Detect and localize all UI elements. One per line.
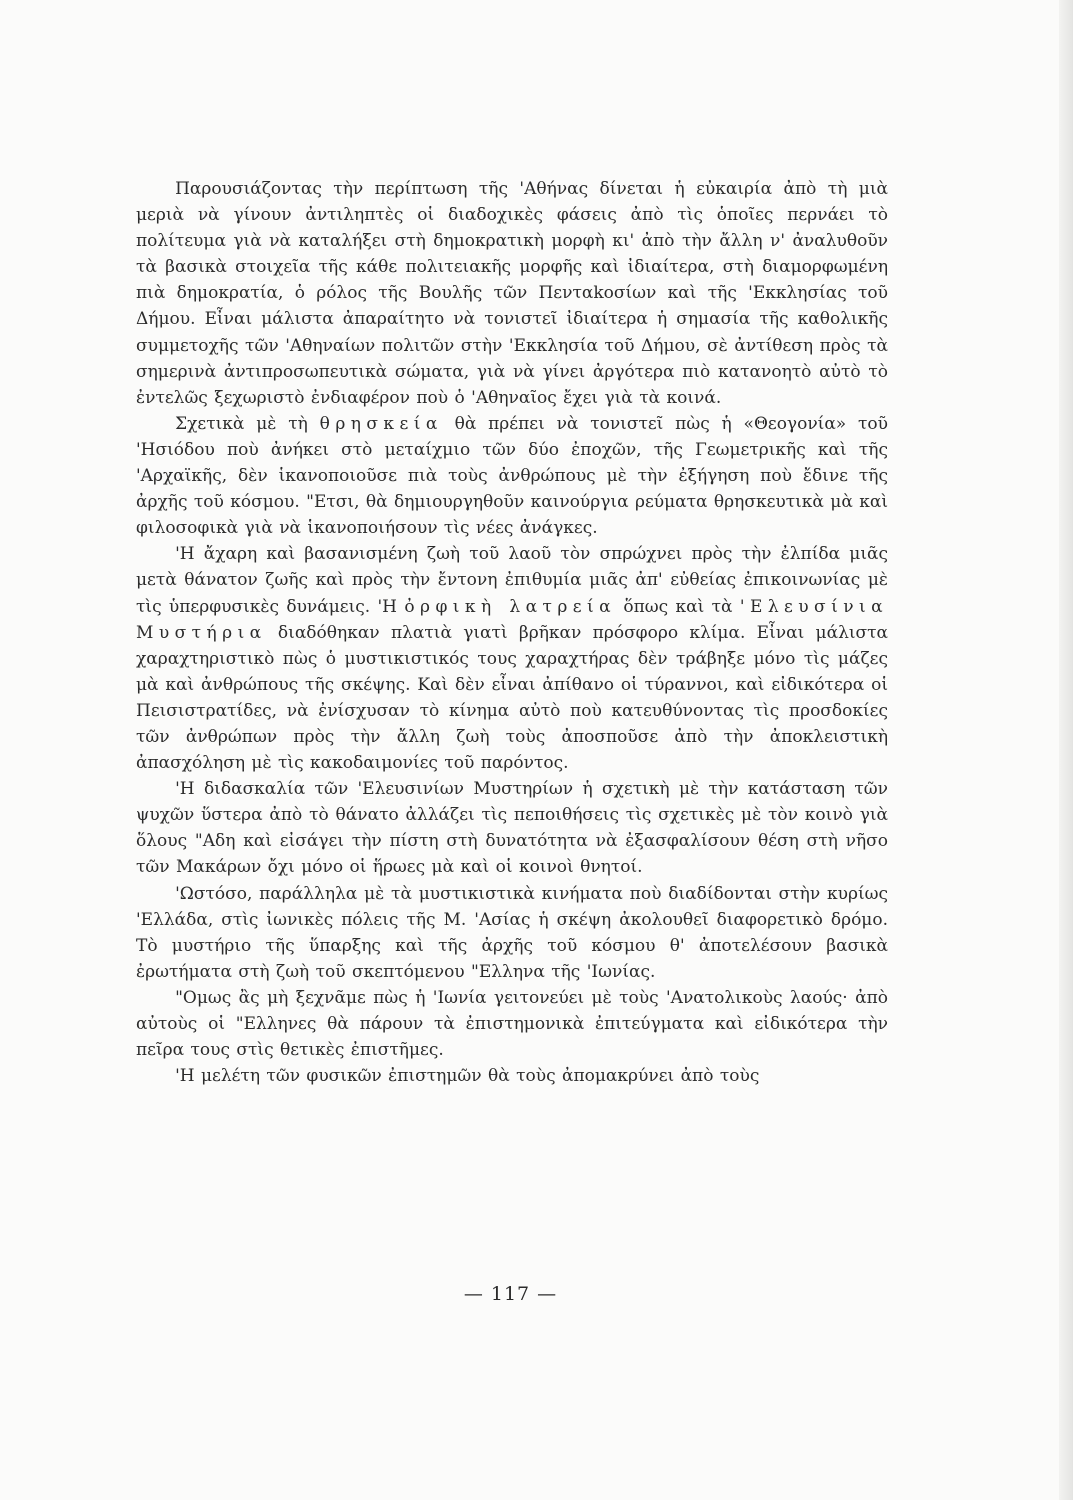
paragraph-text: διαδόθηκαν πλατιὰ γιατὶ βρῆκαν πρόσφορο κλίμα. Εἶναι μάλιστα χαραχτηριστικὸ πὼς ὁ μυστικιστικός τους χαραχτήρας δὲν τράβηξε μόνο τὶς μάζες μὰ καὶ ἀνθρώπους τῆς σκέψης. Καὶ δὲν εἶναι ἀπίθανο οἱ τύραννοι, καὶ εἰδικότερα οἱ Πεισιστρατίδες, νὰ ἐνίσχυσαν τὸ κίνημα αὐτὸ ποὺ κατευθύνοντας τὶς προσδοκίες τῶν ἀνθρώπων πρὸς τὴν ἄλλη ζωὴ τοὺς ἀποσποῦσε ἀπὸ τὴν ἀποκλειστικὴ ἀπασχόληση μὲ τὶς κακοδαιμονίες τοῦ παρόντος. (136, 622, 888, 774)
spaced-emphasis-text: ὀρφικὴ λατρεία (404, 596, 617, 617)
paragraph (136, 985, 888, 1063)
paragraph-text: ὅπως καὶ τὰ (616, 596, 740, 617)
paragraph (136, 881, 888, 985)
paragraph (136, 1063, 888, 1089)
paragraph (136, 176, 888, 411)
paragraph (136, 776, 888, 880)
paragraph-text: 'Ωστόσο, παράλληλα μὲ τὰ μυστικιστικὰ κινήματα ποὺ διαδίδονται στὴν κυρίως 'Ελλάδα, στὶς ἰωνικὲς πόλεις τῆς Μ. 'Ασίας ἡ σκέψη ἀκολουθεῖ διαφορετικὸ δρόμο. Τὸ μυστήριο τῆς ὕπαρξης καὶ τῆς ἀρχῆς τοῦ κόσμου θ' ἀποτελέσουν βασικὰ ἐρωτήματα στὴ ζωὴ τοῦ σκεπτόμενου "Ελληνα τῆς 'Ιωνίας. (136, 883, 888, 982)
paragraph-text: Παρουσιάζοντας τὴν περίπτωση τῆς 'Αθήνας δίνεται ἡ εὐκαιρία ἀπὸ τὴ μιὰ μεριὰ νὰ γίνουν ἀντιληπτὲς οἱ διαδοχικὲς φάσεις ἀπὸ τὶς ὁποῖες περνάει τὸ πολίτευμα γιὰ νὰ καταλήξει στὴ δημοκρατικὴ μορφὴ κι' ἀπὸ τὴν ἄλλη ν' ἀναλυθοῦν τὰ βασικὰ στοιχεῖα τῆς κάθε πολιτειακῆς μορφῆς καὶ ἰδιαίτερα, στὴ διαμορφωμένη πιὰ δημοκρατία, ὁ ρόλος τῆς Βουλῆς τῶν Πενταkοσίων καὶ τῆς 'Εκκλησίας τοῦ Δήμου. Εἶναι μάλιστα ἀπαραίτητο νὰ τονιστεῖ ἰδιαίτερα ἡ σημασία τῆς καθολικῆς συμμετοχῆς τῶν 'Αθηναίων πολιτῶν στὴν 'Εκκλησία τοῦ Δήμου, σὲ ἀντίθεση πρὸς τὰ σημερινὰ ἀντιπροσωπευτικὰ σώματα, γιὰ νὰ γίνει ἀργότερα πιὸ κατανοητὸ αὐτὸ τὸ ἐντελῶς ξεχωριστὸ ἐνδιαφέρον ποὺ ὁ 'Αθηναῖος ἔχει γιὰ τὰ κοινά. (136, 179, 888, 408)
paragraph (136, 411, 888, 541)
spaced-emphasis-text: 'Ελευσίνια Μυστήρια (136, 596, 889, 643)
paragraph (136, 541, 888, 776)
paragraph-text: 'Η μελέτη τῶν φυσικῶν ἐπιστημῶν θὰ τοὺς ἀπομακρύνει ἀπὸ τοὺς (175, 1066, 760, 1087)
paragraph-text: 'Η διδασκαλία τῶν 'Ελευσινίων Μυστηρίων ἡ σχετικὴ μὲ τὴν κατάσταση τῶν ψυχῶν ὕστερα ἀπὸ τὸ θάνατο ἀλλάζει τὶς πεποιθήσεις τὶς σχετικὲς μὲ τὸν κοινὸ γιὰ ὅλους "Αδη καὶ εἰσάγει τὴν πίστη στὴ δυνατότητα νὰ ἐξασφαλίσουν θέση στὴ νῆσο τῶν Μακάρων ὄχι μόνο οἱ ἥρωες μὰ καὶ οἱ κοινοὶ θνητοί. (136, 779, 888, 878)
body-text (136, 176, 888, 1089)
paragraph-text: Σχετικὰ μὲ τὴ (175, 413, 320, 434)
paragraph-text: 'Η ἄχαρη καὶ βασανισμένη ζωὴ τοῦ λαοῦ τὸν σπρώχνει πρὸς τὴν ἐλπίδα μιᾶς μετὰ θάνατον ζωῆς καὶ πρὸς τὴν ἔντονη ἐπιθυμία μιᾶς ἀπ' εὐθείας ἐπικοινωνίας μὲ τὶς ὑπερφυσικὲς δυνάμεις. 'Η (136, 544, 888, 617)
page-number: — 117 — (463, 1283, 558, 1305)
paragraph-text: "Ομως ἂς μὴ ξεχνᾶμε πὼς ἡ 'Ιωνία γειτονεύει μὲ τοὺς 'Ανατολικοὺς λαούς· ἀπὸ αὐτοὺς οἱ "Ελληνες θὰ πάρουν τὰ ἐπιστημονικὰ ἐπιτεύγματα καὶ εἰδικότερα τὴν πεῖρα τους στὶς θετικὲς ἐπιστῆμες. (136, 987, 888, 1061)
page-edge-shadow (1059, 0, 1073, 1500)
spaced-emphasis-text: θρησκεία (319, 413, 443, 434)
paragraph-text: θὰ πρέπει νὰ τονιστεῖ πὼς ἡ «Θεογονία» τοῦ 'Ησιόδου ποὺ ἀνήκει στὸ μεταίχμιο τῶν δύο ἐποχῶν, τῆς Γεωμετρικῆς καὶ τῆς 'Αρχαϊκῆς, δὲν ἱκανοποιοῦσε πιὰ τοὺς ἀνθρώπους μὲ τὴν ἐξήγηση ποὺ ἔδινε τῆς ἀρχῆς τοῦ κόσμου. "Ετσι, θὰ δημιουργηθοῦν καινούργια ρεύματα θρησκευτικὰ μὰ καὶ φιλοσοφικὰ γιὰ νὰ ἱκανοποιήσουν τὶς νέες ἀνάγκες. (136, 413, 889, 539)
